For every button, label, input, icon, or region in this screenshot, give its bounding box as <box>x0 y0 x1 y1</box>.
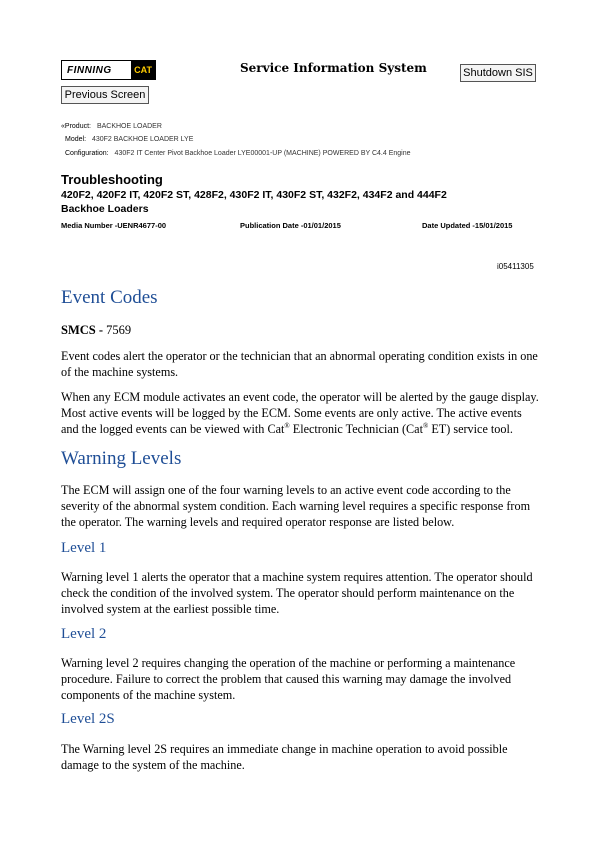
level-1-paragraph: Warning level 1 alerts the operator that a machine system requires attention. The operator should check the condition of the involved system. The operator should perform maintenance on the involved system at the earliest possible time. <box>61 570 533 616</box>
finning-logo-text: FINNING <box>67 64 112 76</box>
level-1-heading: Level 1 <box>61 540 107 556</box>
model-line <box>65 136 193 143</box>
cat-logo-badge: CAT <box>131 61 155 79</box>
product-label: Product: <box>64 123 91 130</box>
product-value: BACKHOE LOADER <box>96 123 162 130</box>
system-title: Service Information System <box>240 61 427 75</box>
model-value: 430F2 BACKHOE LOADER LYE <box>91 136 194 143</box>
warning-levels-heading: Warning Levels <box>61 448 182 469</box>
configuration-line <box>65 150 411 157</box>
section-heading: Troubleshooting <box>61 172 163 187</box>
media-number: Media Number -UENR4677-00 <box>61 221 167 230</box>
registered-mark-1: ® <box>284 421 290 430</box>
registered-mark-2: ® <box>422 421 429 430</box>
page-title: Event Codes <box>61 287 158 308</box>
product-line <box>61 123 162 130</box>
model-label: Model: <box>65 136 87 143</box>
configuration-label: Configuration: <box>65 150 109 157</box>
back-arrow-icon[interactable]: « <box>61 123 65 130</box>
smcs-label: SMCS - <box>61 323 104 337</box>
level-2s-paragraph: The Warning level 2S requires an immediate change in machine operation to avoid possible damage to the system of the machine. <box>61 742 508 772</box>
machine-type: Backhoe Loaders <box>61 203 149 215</box>
level-2-paragraph: Warning level 2 requires changing the operation of the machine or performing a maintenance procedure. Failure to correct the problem that caused this warning may damage the involved components of the machine system. <box>61 656 516 702</box>
warning-levels-paragraph: The ECM will assign one of the four warning levels to an active event code according to the severity of the abnormal system condition. Each warning level requires a specific response from the operator. The warning levels and required operator response are listed below. <box>61 483 531 529</box>
level-2s-heading: Level 2S <box>61 711 115 727</box>
intro2-part-a: When any ECM module activates an event code, the operator will be alerted by the gauge display. Most active events will be logged by the ECM. Some events are only active. The active events and the logged events can be viewed with Cat <box>61 390 539 436</box>
level-2-heading: Level 2 <box>61 626 107 642</box>
publication-date: Publication Date -01/01/2015 <box>240 221 341 230</box>
date-updated: Date Updated -15/01/2015 <box>422 221 513 230</box>
configuration-value: 430F2 IT Center Pivot Backhoe Loader LYE00001-UP (MACHINE) POWERED BY C4.4 Engine <box>114 150 411 157</box>
intro-paragraph-1: Event codes alert the operator or the technician that an abnormal operating condition exists in one of the machine systems. <box>61 349 538 379</box>
illustration-id: i05411305 <box>497 262 534 271</box>
finning-cat-logo <box>61 60 156 80</box>
previous-screen-button[interactable]: Previous Screen <box>61 86 149 104</box>
model-list: 420F2, 420F2 IT, 420F2 ST, 428F2, 430F2 IT, 430F2 ST, 432F2, 434F2 and 444F2 <box>61 189 447 201</box>
smcs-value: 7569 <box>106 323 132 337</box>
smcs-code <box>61 323 131 338</box>
intro2-part-b: Electronic Technician (Cat <box>289 422 423 436</box>
intro2-part-c: ET) service tool. <box>428 422 513 436</box>
shutdown-sis-button[interactable]: Shutdown SIS <box>460 64 536 82</box>
intro-paragraph-2 <box>61 389 541 437</box>
